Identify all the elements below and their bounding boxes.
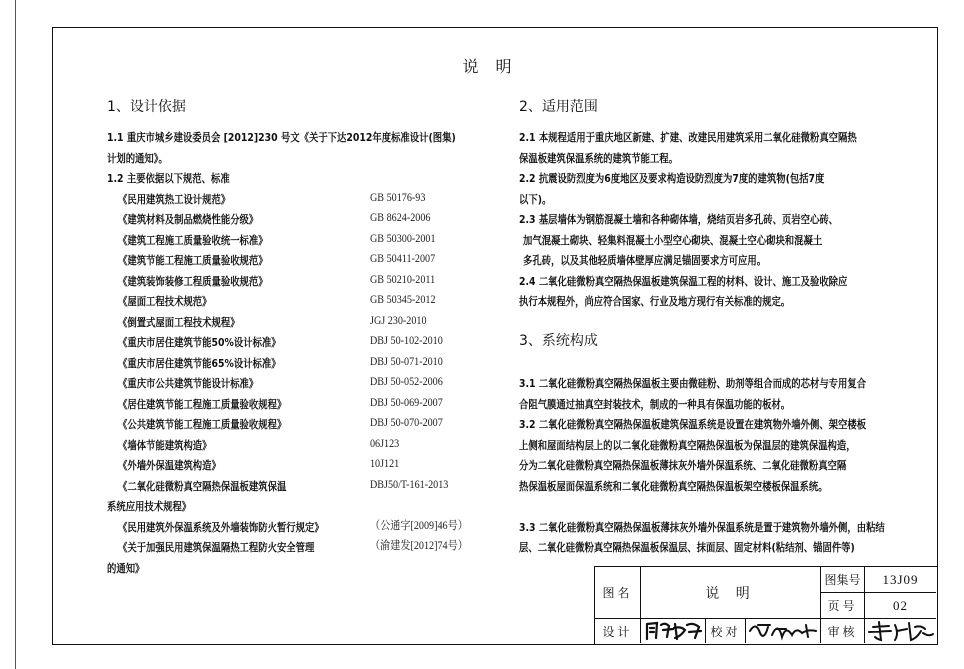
standard-item (107, 290, 517, 311)
composition-line: 3.2 二氧化硅微粉真空隔热保温板建筑保温系统是设置在建筑物外墙外侧、架空楼板 (519, 418, 867, 431)
standard-name: 《建筑装饰装修工程质量验收规范》 (118, 274, 268, 288)
standard-item (107, 434, 517, 455)
standard-name-continuation: 系统应用技术规程》 (107, 500, 192, 513)
page-number: 02 (893, 597, 908, 613)
blank-line (519, 495, 949, 516)
scope-column (519, 126, 916, 311)
standard-code: 06J123 (370, 437, 400, 450)
standard-name: 《二氧化硅微粉真空隔热保温板建筑保温 (118, 479, 287, 493)
standard-item (107, 229, 517, 250)
standard-name: 《关于加强民用建筑保温隔热工程防火安全管理 (118, 541, 315, 554)
paragraph-line (519, 249, 916, 270)
design-basis-column (107, 126, 517, 577)
composition-line: 分为二氧化硅微粉真空隔热保温板薄抹灰外墙外保温系统、二氧化硅微粉真空隔 (519, 459, 847, 472)
standard-code: DBJ 50-071-2010 (370, 355, 443, 368)
item-1-1-continuation: 计划的通知》。 (107, 151, 168, 165)
standard-item (107, 188, 517, 209)
checker-signature (746, 619, 820, 643)
atlas-number-label: 图集号 (824, 573, 861, 587)
paragraph-line (107, 167, 517, 188)
standard-item-continuation (107, 557, 517, 578)
paragraph-line (107, 147, 517, 168)
standard-name: 《公共建筑节能工程施工质量验收规程》 (118, 418, 287, 431)
standard-item (107, 331, 517, 352)
item-1-2: 1.2 主要依据以下规范、标准 (107, 172, 230, 185)
standard-name: 《外墙外保温建筑构造》 (118, 459, 221, 472)
standard-item (107, 516, 517, 537)
paragraph-line (519, 229, 916, 250)
standard-name: 《屋面工程技术规范》 (118, 295, 212, 308)
standard-code: DBJ 50-069-2007 (370, 396, 443, 409)
review-label: 审核 (827, 624, 858, 639)
paragraph-line (519, 536, 949, 557)
page-number-label: 页号 (827, 599, 858, 613)
composition-column (519, 372, 949, 557)
composition-line: 合阻气膜通过抽真空封装技术，制成的一种具有保温功能的板材。 (519, 397, 791, 411)
standard-name: 《居住建筑节能工程施工质量验收规程》 (118, 397, 287, 411)
composition-line: 3.1 二氧化硅微粉真空隔热保温板主要由微硅粉、助剂等组合而成的芯材与专用复合 (519, 377, 867, 390)
standard-code: DBJ50/T-161-2013 (370, 478, 449, 491)
atlas-number: 13J09 (882, 571, 919, 587)
standard-code: GB 50411-2007 (370, 253, 436, 265)
standard-code: JGJ 230-2010 (370, 314, 427, 327)
standard-code: （渝建发[2012]74号） (370, 540, 468, 552)
paragraph-line (519, 413, 949, 434)
paragraph-line (519, 434, 949, 455)
scope-line: 2.3 基层墙体为钢筋混凝土墙和各种砌体墙，烧结页岩多孔砖、页岩空心砖、 (519, 213, 839, 226)
paragraph-line (519, 167, 916, 188)
section-1-heading: 1、设计依据 (107, 99, 186, 115)
check-label: 校对 (710, 624, 741, 639)
title-block (594, 566, 938, 645)
standard-item (107, 372, 517, 393)
standard-code: GB 50176-93 (370, 191, 426, 204)
standard-item-continuation (107, 495, 517, 516)
paragraph-line (519, 475, 949, 496)
scope-line: 保温板建筑保温系统的建筑节能工程。 (519, 151, 678, 165)
scope-line: 执行本规程外，尚应符合国家、行业及地方现行有关标准的规定。 (519, 295, 791, 308)
standard-item (107, 249, 517, 270)
standard-name: 《建筑工程施工质量验收统一标准》 (118, 233, 268, 247)
standard-code: DBJ 50-052-2006 (370, 376, 443, 388)
scope-line: 2.1 本规程适用于重庆地区新建、扩建、改建民用建筑采用二氧化硅微粉真空隔热 (519, 131, 857, 144)
paragraph-line (519, 270, 916, 291)
scope-line: 2.2 抗震设防烈度为6度地区及要求构造设防烈度为7度的建筑物(包括7度 (519, 172, 825, 185)
composition-line: 层、二氧化硅微粉真空隔热保温板保温层、抹面层、固定材料(粘结剂、锚固件等) (519, 541, 855, 554)
standard-code: GB 50345-2012 (370, 294, 436, 306)
standard-name: 《民用建筑热工设计规范》 (118, 192, 231, 206)
standard-name: 《倒置式屋面工程技术规程》 (118, 315, 240, 329)
binding-edge-line (15, 0, 16, 669)
composition-line: 3.3 二氧化硅微粉真空隔热保温板薄抹灰外墙外保温系统是置于建筑物外墙外侧，由粘结 (519, 520, 885, 534)
standard-code: DBJ 50-102-2010 (370, 335, 443, 347)
paragraph-line (519, 290, 916, 311)
standard-code: 10J121 (370, 458, 400, 470)
paragraph-line (519, 188, 916, 209)
standard-name-continuation: 的通知》 (107, 561, 145, 575)
reviewer-signature (865, 619, 936, 643)
standard-code: （公通字[2009]46号） (370, 519, 468, 532)
paragraph-line (519, 516, 949, 537)
standard-item (107, 352, 517, 373)
paragraph-line (519, 393, 949, 414)
standard-name: 《建筑节能工程施工质量验收规范》 (118, 254, 268, 267)
standard-name: 《重庆市居住建筑节能65%设计标准》 (118, 356, 281, 370)
composition-line: 上侧和屋面结构层上的以二氧化硅微粉真空隔热保温板为保温层的建筑保温构造， (519, 438, 856, 452)
item-1-1: 1.1 重庆市城乡建设委员会 [2012]230 号文《关于下达2012年度标准设计(图集) (107, 131, 456, 144)
standard-name: 《重庆市居住建筑节能50%设计标准》 (118, 336, 281, 349)
page-title: 说 明 (462, 57, 518, 76)
standard-name: 《民用建筑外保温系统及外墙装饰防火暂行规定》 (118, 520, 324, 534)
scope-line: 多孔砖，以及其他轻质墙体壁厚应满足锚固要求方可应用。 (523, 254, 767, 267)
standard-item (107, 413, 517, 434)
drawing-name: 说 明 (705, 585, 756, 602)
paragraph-line (519, 126, 916, 147)
standard-item (107, 208, 517, 229)
drawing-name-label: 图名 (602, 586, 633, 600)
standard-item (107, 536, 517, 557)
paragraph-line (107, 126, 517, 147)
section-2-heading: 2、适用范围 (519, 99, 598, 115)
standard-item (107, 393, 517, 414)
design-label: 设计 (602, 624, 633, 639)
scope-line: 加气混凝土砌块、轻集料混凝土小型空心砌块、混凝土空心砌块和混凝土 (523, 233, 823, 247)
standard-code: GB 50210-2011 (370, 273, 436, 286)
standard-code: DBJ 50-070-2007 (370, 417, 443, 429)
scope-line: 2.4 二氧化硅微粉真空隔热保温板建筑保温工程的材料、设计、施工及验收除应 (519, 274, 848, 288)
standard-item (107, 475, 517, 496)
paragraph-line (519, 372, 949, 393)
paragraph-line (519, 454, 949, 475)
scope-line: 以下)。 (519, 192, 552, 206)
paragraph-line (519, 147, 916, 168)
standard-name: 《墙体节能建筑构造》 (118, 438, 212, 452)
designer-signature (641, 619, 705, 643)
standard-item (107, 454, 517, 475)
standard-item (107, 270, 517, 291)
paragraph-line (519, 208, 916, 229)
standard-item (107, 311, 517, 332)
standard-code: GB 8624-2006 (370, 212, 431, 224)
standard-code: GB 50300-2001 (370, 232, 436, 245)
standard-name: 《建筑材料及制品燃烧性能分级》 (118, 213, 259, 226)
standard-name: 《重庆市公共建筑节能设计标准》 (118, 377, 259, 390)
section-3-heading: 3、系统构成 (519, 333, 598, 349)
composition-line: 热保温板屋面保温系统和二氧化硅微粉真空隔热保温板架空楼板保温系统。 (519, 479, 828, 493)
